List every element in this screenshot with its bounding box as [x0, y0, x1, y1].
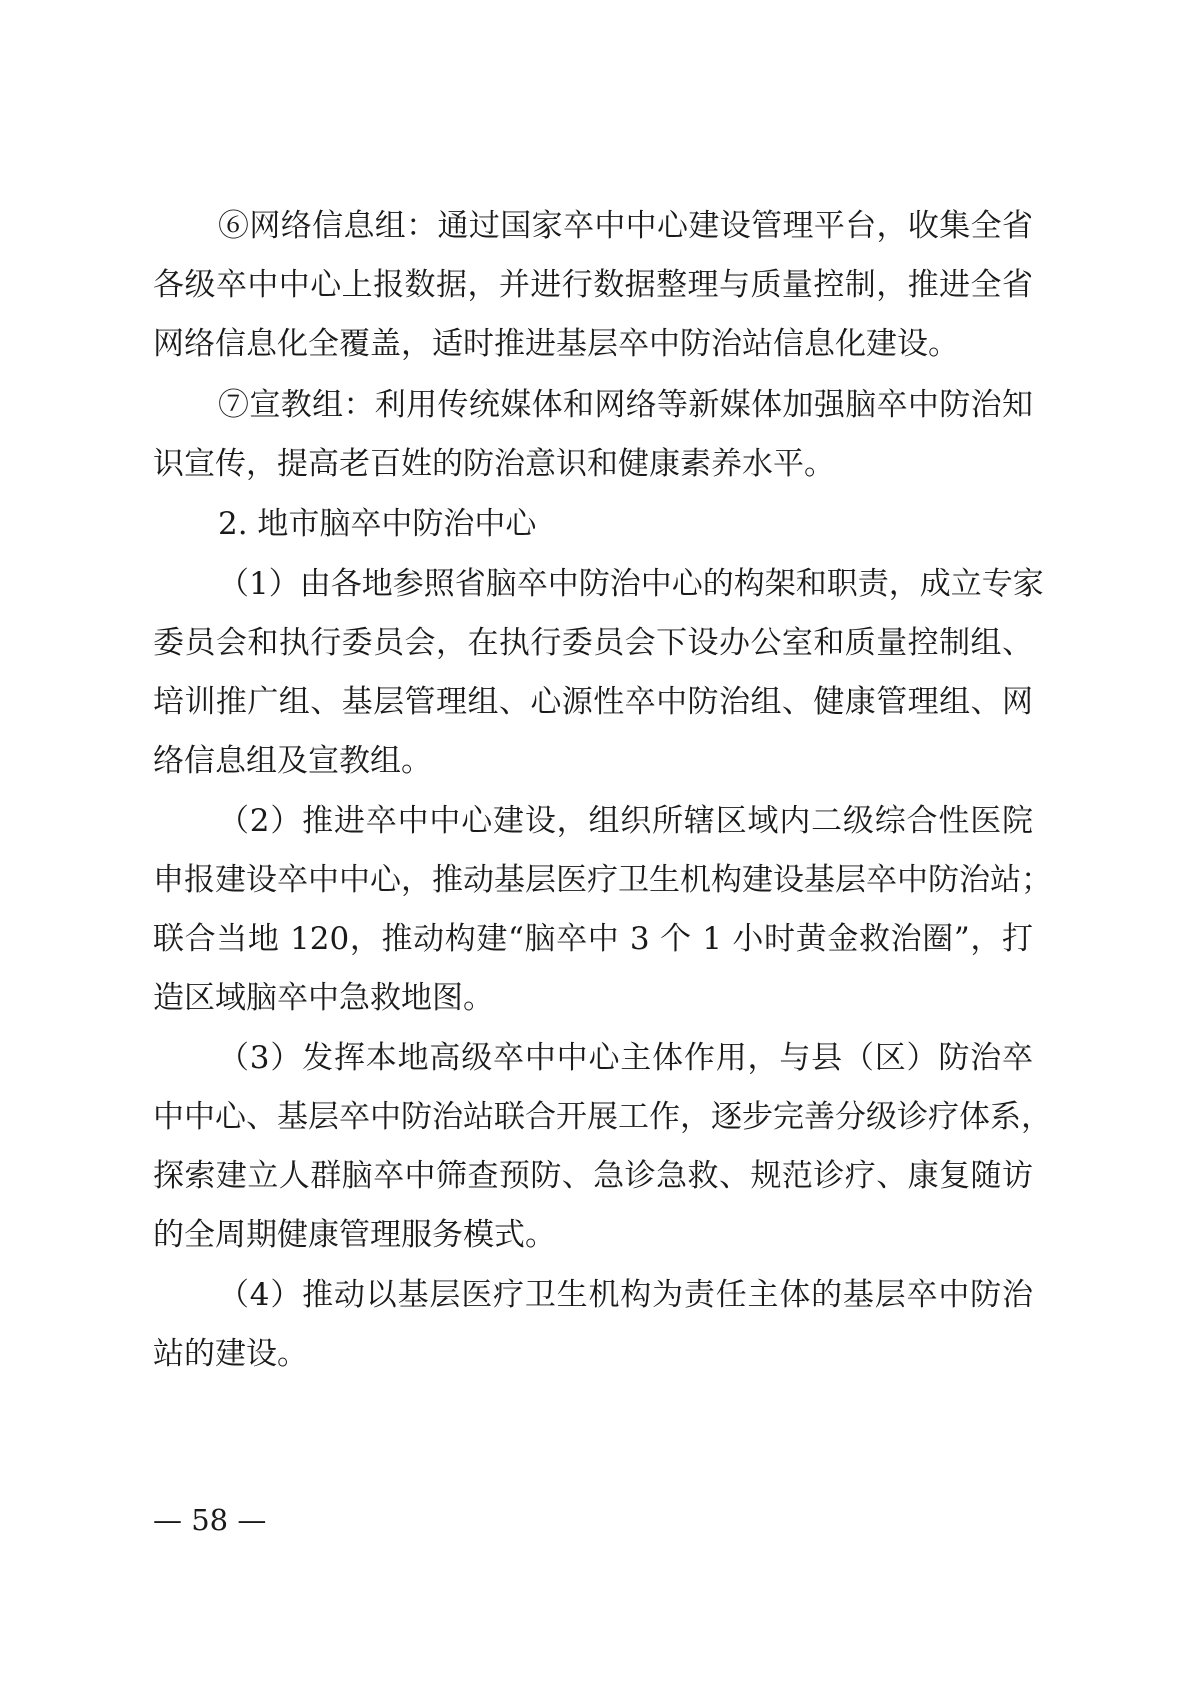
item-3-line-4: 的全周期健康管理服务模式。 [153, 1217, 556, 1253]
item-2-line-1: （2）推进卒中中心建设，组织所辖区域内二级综合性医院 [218, 803, 1033, 839]
paragraph-network-info-line-1: ⑥网络信息组：通过国家卒中中心建设管理平台，收集全省 [218, 208, 1033, 244]
item-3-line-1: （3）发挥本地高级卒中中心主体作用，与县（区）防治卒 [218, 1040, 1033, 1076]
item-4-line-1: （4）推动以基层医疗卫生机构为责任主体的基层卒中防治 [218, 1277, 1033, 1313]
item-1-line-3: 培训推广组、基层管理组、心源性卒中防治组、健康管理组、网 [153, 684, 1033, 720]
paragraph-education-line-2: 识宣传，提高老百姓的防治意识和健康素养水平。 [153, 446, 835, 482]
item-4-line-2: 站的建设。 [153, 1336, 308, 1372]
item-1-line-4: 络信息组及宣教组。 [153, 743, 432, 779]
paragraph-education-line-1: ⑦宣教组：利用传统媒体和网络等新媒体加强脑卒中防治知 [218, 387, 1033, 423]
paragraph-network-info-line-2: 各级卒中中心上报数据，并进行数据整理与质量控制，推进全省 [153, 267, 1033, 303]
item-3-line-2: 中中心、基层卒中防治站联合开展工作，逐步完善分级诊疗体系， [153, 1099, 1052, 1135]
item-2-line-2: 申报建设卒中中心，推动基层医疗卫生机构建设基层卒中防治站； [153, 862, 1052, 898]
item-3-line-3: 探索建立人群脑卒中筛查预防、急诊急救、规范诊疗、康复随访 [153, 1158, 1033, 1194]
item-2-line-4: 造区域脑卒中急救地图。 [153, 980, 494, 1016]
item-1-line-1: （1）由各地参照省脑卒中防治中心的构架和职责，成立专家 [218, 566, 1044, 602]
section-heading-prefecture-center: 2. 地市脑卒中防治中心 [218, 506, 537, 542]
paragraph-network-info-line-3: 网络信息化全覆盖，适时推进基层卒中防治站信息化建设。 [153, 326, 959, 362]
item-2-line-3: 联合当地 120，推动构建“脑卒中 3 个 1 小时黄金救治圈”，打 [153, 921, 1033, 957]
page-number: — 58 — [153, 1503, 267, 1537]
item-1-line-2: 委员会和执行委员会，在执行委员会下设办公室和质量控制组、 [153, 625, 1033, 661]
